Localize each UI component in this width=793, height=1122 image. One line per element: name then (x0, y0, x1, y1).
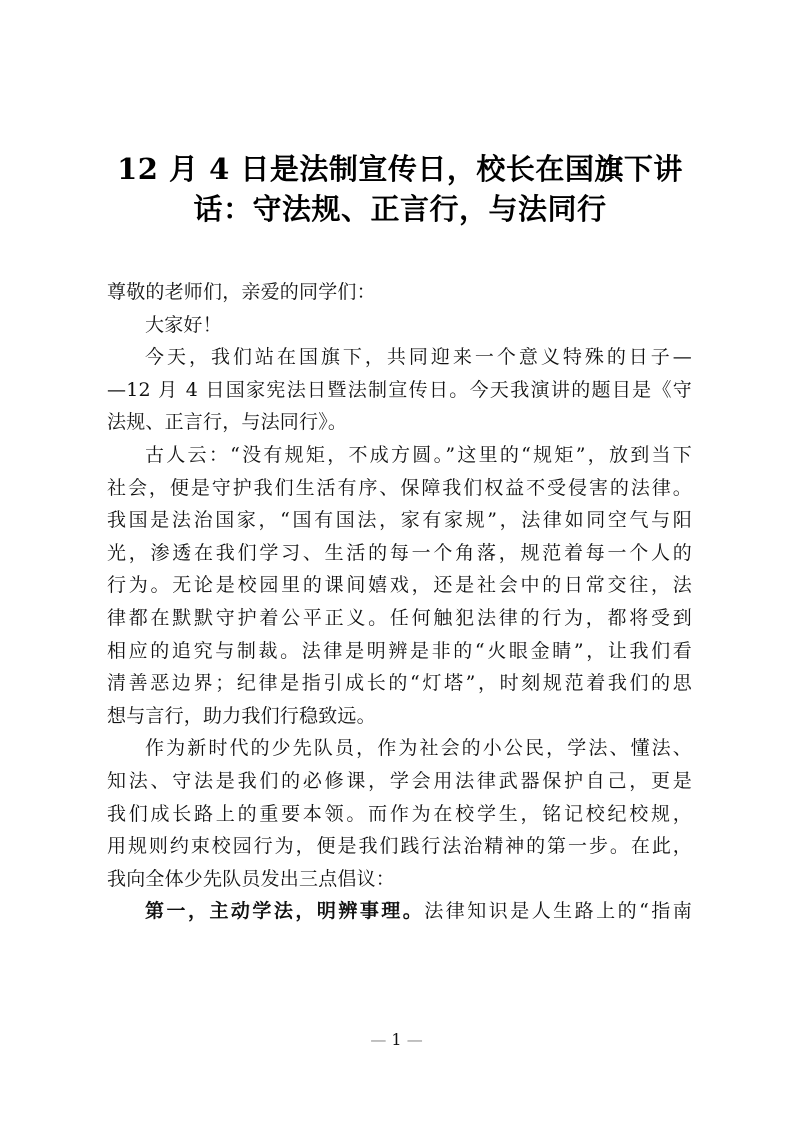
body-line: —12 月 4 日国家宪法日暨法制宣传日。今天我演讲的题目是《守 (107, 378, 692, 401)
body-line: 我国是法治国家，“国有国法，家有家规”，法律如同空气与阳 (107, 509, 692, 532)
body-line: 我们成长路上的重要本领。而作为在校学生，铭记校纪校规， (107, 802, 692, 825)
salutation-line: 尊敬的老师们，亲爱的同学们： (107, 281, 376, 303)
body-line: 相应的追究与制裁。法律是明辨是非的“火眼金睛”，让我们看 (107, 639, 692, 662)
body-line: 清善恶边界；纪律是指引成长的“灯塔”，时刻规范着我们的思 (107, 672, 692, 695)
proposal-one-text: 法律知识是人生路上的“指南 (424, 900, 692, 923)
page-dash-right: — (406, 1030, 423, 1049)
proposal-one-heading: 第一，主动学法，明辨事理。 (145, 900, 425, 923)
body-line: 法规、正言行，与法同行》。 (107, 411, 348, 434)
body-line: 古人云：“没有规矩，不成方圆。”这里的“规矩”，放到当下 (145, 443, 692, 466)
page-footer (0, 1030, 793, 1049)
document-title (100, 149, 700, 229)
title-line-1: 12 月 4 日是法制宣传日，校长在国旗下讲 (117, 152, 683, 186)
body-line: 行为。无论是校园里的课间嬉戏，还是社会中的日常交往，法 (107, 574, 692, 597)
page-dash-left: — (370, 1030, 387, 1049)
greeting-line: 大家好！ (145, 313, 222, 336)
body-line: 我向全体少先队员发出三点倡议： (107, 867, 396, 890)
body-line: 作为新时代的少先队员，作为社会的小公民，学法、懂法、 (145, 737, 692, 760)
page-number: 1 (391, 1030, 402, 1049)
body-line: 律都在默默守护着公平正义。任何触犯法律的行为，都将受到 (107, 606, 692, 629)
title-line-2: 话：守法规、正言行，与法同行 (193, 192, 607, 226)
proposal-one-line (107, 895, 692, 928)
body-line: 知法、守法是我们的必修课，学会用法律武器保护自己，更是 (107, 769, 692, 792)
body-line: 用规则约束校园行为，便是我们践行法治精神的第一步。在此， (107, 835, 692, 858)
body-line: 社会，便是守护我们生活有序、保障我们权益不受侵害的法律。 (107, 476, 692, 499)
body-line: 今天，我们站在国旗下，共同迎来一个意义特殊的日子— (145, 346, 692, 369)
body-line: 光，渗透在我们学习、生活的每一个角落，规范着每一个人的 (107, 541, 692, 564)
document-body (107, 276, 692, 928)
body-line: 想与言行，助力我们行稳致远。 (107, 704, 376, 727)
